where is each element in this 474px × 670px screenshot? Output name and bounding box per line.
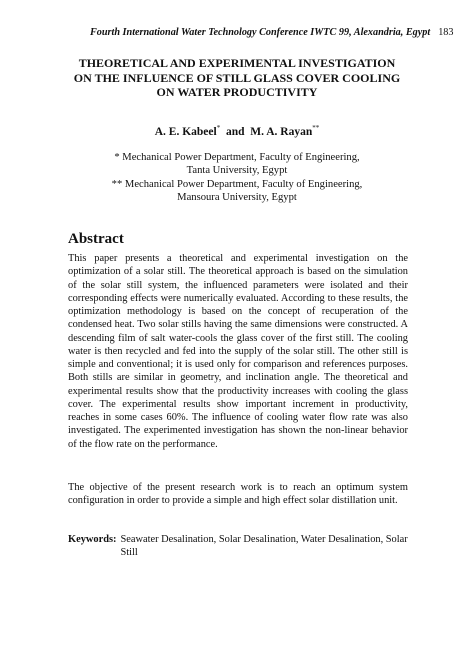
author-1: A. E. Kabeel	[154, 125, 217, 138]
page-number: 183	[438, 27, 454, 38]
keywords	[68, 533, 408, 560]
paper-title	[50, 56, 424, 100]
author-conjunction: and	[225, 125, 245, 138]
keywords-text: Seawater Desalination, Solar Desalination, Water Desalination, Solar Still	[120, 534, 408, 559]
title-line-1: THEORETICAL AND EXPERIMENTAL INVESTIGATION	[78, 56, 396, 70]
author-2: M. A. Rayan	[250, 125, 313, 138]
abstract-paragraph-2: The objective of the present research work is to reach an optimum system configuration in order to provide a simple and high effect solar distillation unit.	[68, 482, 408, 507]
keywords-label: Keywords:	[68, 534, 117, 545]
abstract-heading: Abstract	[68, 231, 124, 247]
abstract-paragraph-1: This paper presents a theoretical and experimental investigation on the optimization of a solar still. The theoretical approach is based on the simulation of the solar still system, the influenced parameters were isolated and their corresponding effects were numerically evaluated. According to these results, the optimization methodology is based on the concept of recuperation of the condensed heat. Two solar stills having the same dimensions were constructed. A descending film of salt water-cools the glass cover of the first still. The cooling water is then recycled and fed into the supply of the solar still. The other still is simple and conventional; it is used only for comparison and references purposes. Both stills are similar in geometry, and inclination angle. The theoretical and experimental results show that the productivity increases with cooling the glass cover. The experimental results show important increment in productivity, reaches in some cases 60%. The influence of cooling water flow rate was also investigated. The experimented investigation has shown the non-linear behavior of the flow rate on the performance.	[68, 253, 408, 450]
affiliations	[0, 151, 474, 204]
author-1-mark: *	[216, 124, 221, 132]
affiliation-1-line-1: * Mechanical Power Department, Faculty of Engineering,	[114, 152, 360, 163]
affiliation-2-line-1: ** Mechanical Power Department, Faculty of Engineering,	[111, 178, 363, 190]
title-line-3: ON WATER PRODUCTIVITY	[156, 85, 318, 99]
title-line-2: ON THE INFLUENCE OF STILL GLASS COVER COOLING	[73, 70, 401, 85]
author-2-mark: **	[312, 124, 320, 132]
author-list	[0, 124, 474, 138]
running-header	[90, 27, 454, 38]
conference-name: Fourth International Water Technology Conference IWTC 99, Alexandria, Egypt	[90, 27, 431, 38]
affiliation-2-line-2: Mansoura University, Egypt	[177, 191, 297, 203]
affiliation-1-line-2: Tanta University, Egypt	[186, 165, 288, 177]
